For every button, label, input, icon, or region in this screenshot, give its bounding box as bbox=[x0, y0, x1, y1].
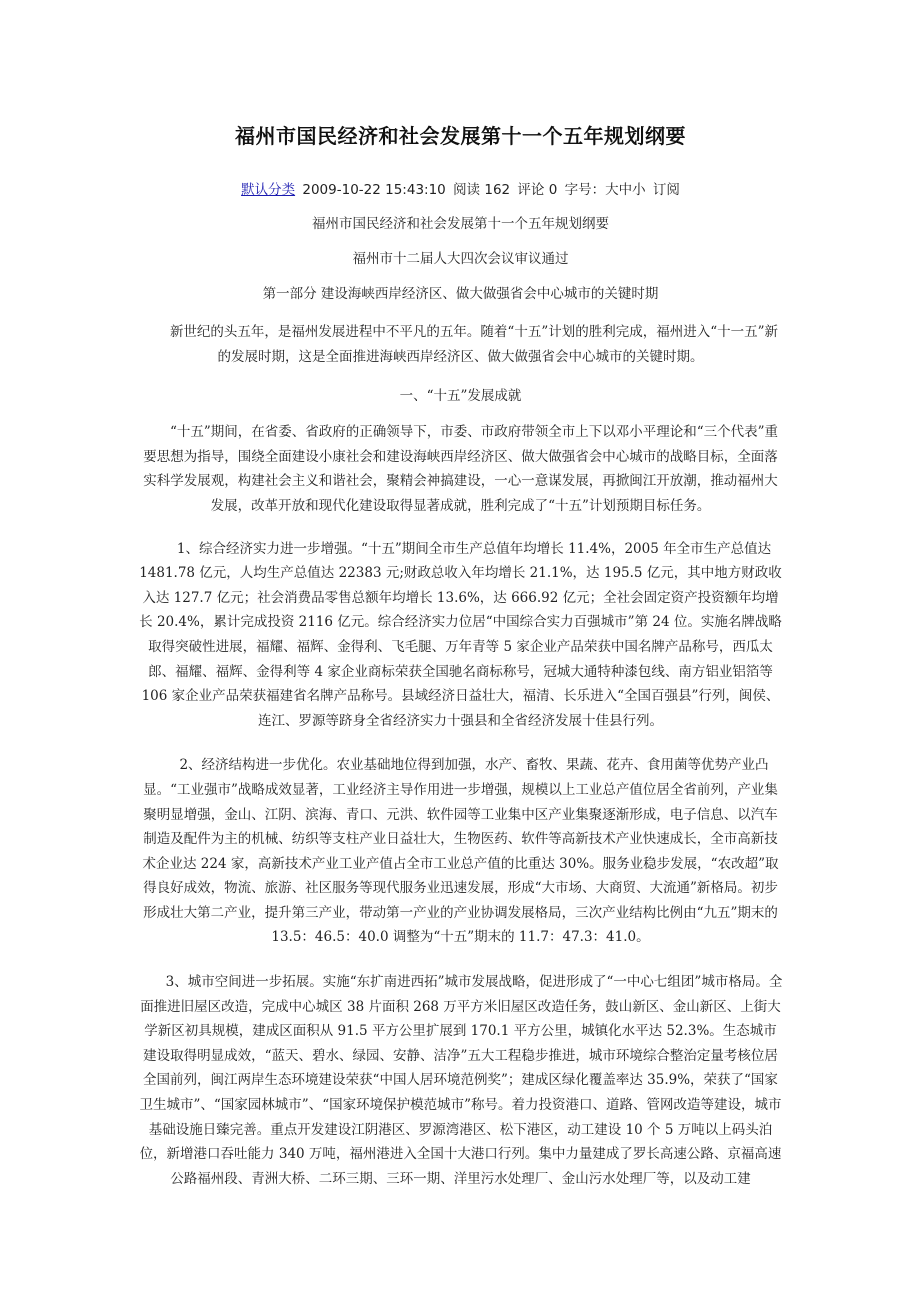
comment-count: 评论 0 bbox=[517, 182, 558, 198]
structure-paragraph: 2、经济结构进一步优化。农业基础地位得到加强，水产、畜牧、果蔬、花卉、食用菌等优势产业凸显。“工业强市”战略成效显著，工业经济主导作用进一步增强，规模以上工业总产值位居全省前列，产业集聚明显增强，金山、江阴、滨海、青口、元洪、软件园等工业集中区产业集聚逐渐形成，电子信息、以汽车制造及配件为主的机械、纺织等支柱产业日益壮大，生物医药、软件等高新技术产业快速成长，全市高新技术企业达 224 家，高新技术产业工业产值占全市工业总产值的比重达 30%。服务业稳步发展，“农改超”取得良好成效，物流、旅游、社区服务等现代服务业迅速发展，形成“大市场、大商贸、大流通”新格局。初步形成壮大第二产业，提升第三产业，带动第一产业的产业协调发展格局，三次产业结构比例由“九五”期末的 13.5：46.5：40.0 调整为“十五”期末的 11.7：47.3：41.0。 bbox=[142, 757, 779, 946]
read-count: 阅读 162 bbox=[453, 182, 511, 198]
urban-paragraph: 3、城市空间进一步拓展。实施“东扩南进西拓”城市发展战略，促进形成了“一中心七组团”城市格局。全面推进旧屋区改造，完成中心城区 38 片面积 268 万平方米旧屋区改造任务，鼓山新区、金山新区、上街大学新区初具规模，建成区面积从 91.5 平方公里扩展到 170.1 平方公里，城镇化水平达 52.3%。生态城市建设取得明显成效，“蓝天、碧水、绿园、安静、洁净”五大工程稳步推进，城市环境综合整治定量考核位居全国前列，闽江两岸生态环境建设荣获“中国人居环境范例奖”；建成区绿化覆盖率达 35.9%，荣获了“国家卫生城市”、“国家园林城市”、“国家环境保护模范城市”称号。着力投资港口、道路、管网改造等建设，城市基础设施日臻完善。重点开发建设江阴港区、罗源湾港区、松下港区，动工建设 10 个 5 万吨以上码头泊位，新增港口吞吐能力 340 万吨，福州港进入全国十大港口行列。集中力量建成了罗长高速公路、京福高速公路福州段、青洲大桥、二环三期、三环一期、洋里污水处理厂、金山污水处理厂等，以及动工建 bbox=[139, 974, 783, 1187]
document-title: 福州市国民经济和社会发展第十一个五年规划纲要 bbox=[235, 124, 686, 148]
overview-paragraph: “十五”期间，在省委、省政府的正确领导下，市委、市政府带领全市上下以邓小平理论和“三个代表”重要思想为指导，围绕全面建设小康社会和建设海峡西岸经济区、做大做强省会中心城市的战略目标，全面落实科学发展观，构建社会主义和谐社会，聚精会神搞建设，一心一意谋发展，再掀闽江开放潮，推动福州大发展，改革开放和现代化建设取得显著成就，胜利完成了“十五”计划预期目标任务。 bbox=[143, 424, 779, 514]
subtitle-plan-name: 福州市国民经济和社会发展第十一个五年规划纲要 bbox=[312, 216, 609, 232]
economy-paragraph: 1、综合经济实力进一步增强。“十五”期间全市生产总值年均增长 11.4%，2005 年全市生产总值达 1481.78 亿元，人均生产总值达 22383 元;财政总收入年均增长 21.1%，达 195.5 亿元，其中地方财政收入达 127.7 亿元；社会消费品零售总额年均增长 13.6%，达 666.92 亿元；全社会固定资产投资额年均增长 20.4%，累计完成投资 2116 亿元。综合经济实力位居“中国综合实力百强城市”第 24 位。实施名牌战略取得突破性进展，福耀、福辉、金得利、飞毛腿、万年青等 5 家企业产品荣获中国名牌产品称号，西瓜太郎、福耀、福辉、金得利等 4 家企业商标荣获全国驰名商标称号，冠城大通特种漆包线、南方铝业铝箔等 106 家企业产品荣获福建省名牌产品称号。县域经济日益壮大，福清、长乐进入“全国百强县”行列，闽侯、连江、罗源等跻身全省经济实力十强县和全省经济发展十佳县行列。 bbox=[139, 540, 782, 729]
post-meta bbox=[138, 180, 783, 200]
font-size-control[interactable]: 字号：大中小 bbox=[564, 182, 646, 198]
category-link[interactable]: 默认分类 bbox=[241, 182, 296, 198]
section-heading: 一、“十五”发展成就 bbox=[399, 388, 522, 405]
part-heading: 第一部分 建设海峡西岸经济区、做大做强省会中心城市的关键时期 bbox=[262, 286, 659, 302]
document-page bbox=[138, 0, 783, 1191]
subtitle-approval: 福州市十二届人大四次会议审议通过 bbox=[352, 251, 569, 267]
post-datetime: 2009-10-22 15:43:10 bbox=[302, 182, 446, 198]
intro-paragraph: 新世纪的头五年，是福州发展进程中不平凡的五年。随着“十五”计划的胜利完成，福州进入“十一五”新的发展时期，这是全面推进海峡西岸经济区、做大做强省会中心城市的关键时期。 bbox=[169, 324, 779, 365]
subscribe-link[interactable]: 订阅 bbox=[652, 182, 680, 198]
